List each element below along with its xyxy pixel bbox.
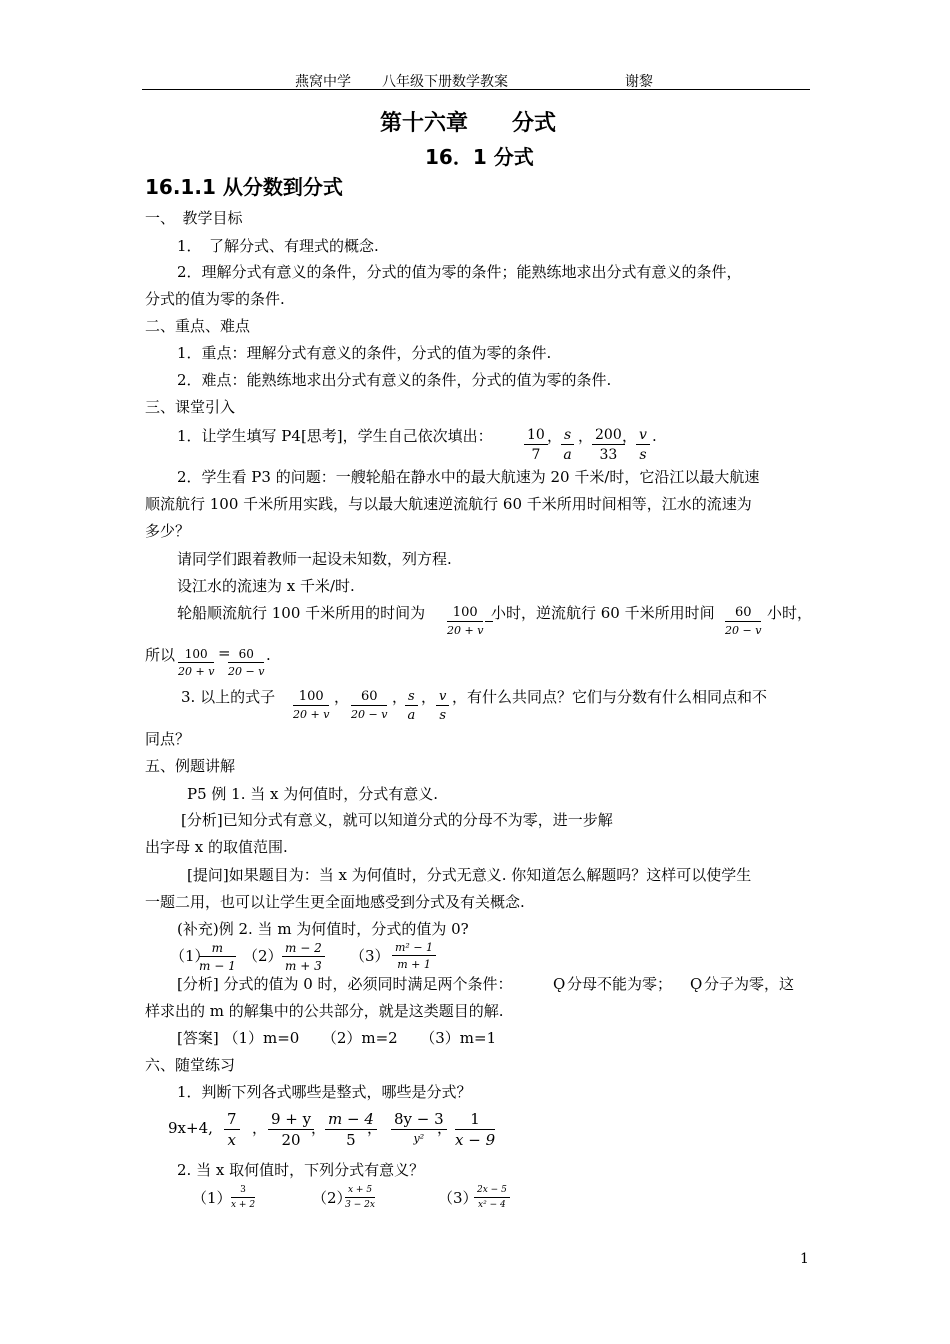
comma: ， (578, 427, 594, 445)
fraction-60-over-20-minus-v: $\frac{60}{20 - v}$ (228, 647, 265, 678)
intro-7b: ，有什么共同点？它们与分数有什么相同点和不 (452, 688, 768, 706)
comma: ， (547, 427, 563, 445)
intro-1: 1．让学生填写 P4[思考]，学生自己依次填出： (177, 427, 493, 445)
subsection-title: 16.1.1 从分数到分式 (145, 175, 343, 199)
example-fraction-3: $\frac{\text{m² − 1}}{m + 1}$ (392, 942, 436, 970)
heading-intro: 三、课堂引入 (145, 398, 236, 416)
example-1-analysis: [分析]已知分式有意义，就可以知道分式的分母不为零，进一步解 (181, 811, 613, 829)
circle-mark: Ǫ (553, 975, 566, 993)
intro-5a: 轮船顺流航行 100 千米所用的时间为 (177, 604, 426, 622)
practice2-fraction-1: $\frac{3}{x + 2}$ (231, 1185, 256, 1210)
heading-examples: 五、例题讲解 (145, 757, 236, 775)
label-3: （3） (350, 947, 390, 965)
comma: ， (392, 688, 408, 706)
section-title: 16．1 分式 (425, 145, 534, 169)
chapter-title: 第十六章 分式 (380, 111, 557, 136)
intro-4: 设江水的流速为 x 千米/时. (177, 577, 355, 595)
example-1: P5 例 1. 当 x 为何值时，分式有意义. (187, 785, 439, 803)
fraction-200-33: $\frac{200}{33}$ (592, 428, 625, 462)
fraction-60-over-20-minus-v: 60 20 − v (351, 689, 388, 721)
header-rule (142, 89, 810, 90)
example-2-analysis-a: [分析] 分式的值为 0 时，必须同时满足两个条件： (177, 975, 513, 993)
page-number: 1 (800, 1251, 809, 1267)
comma: ， (367, 1119, 383, 1137)
heading-practice: 六、随堂练习 (145, 1056, 236, 1074)
header-author: 谢黎 (625, 74, 653, 90)
period: . (652, 427, 657, 445)
practice-2: 2. 当 x 取何值时，下列分式有意义？ (177, 1161, 425, 1179)
practice2-fraction-3: $\frac{2x - 5}{\text{x² − 4}}$ (474, 1186, 510, 1210)
keypoint-1: 1．重点：理解分式有意义的条件，分式的值为零的条件. (177, 344, 552, 362)
example-2-analysis-c: 分子为零，这 (704, 975, 795, 993)
practice2-fraction-2: $\frac{x + 5}{3 - 2x}$ (345, 1185, 375, 1210)
example-fraction-1: $\frac{m}{m - 1}$ (199, 941, 236, 973)
practice-fraction-4: 8y − 3 y² (391, 1112, 447, 1144)
comma: ， (334, 688, 350, 706)
practice-1: 1．判断下列各式哪些是整式，哪些是分式？ (177, 1083, 472, 1101)
fraction-s-a: $\frac{s}{a}$ (405, 690, 418, 722)
fraction-v-s: $\frac{v}{s}$ (636, 428, 650, 462)
example-1-analysis-cont: 出字母 x 的取值范围. (145, 838, 288, 856)
example-2-analysis-b: 分母不能为零； (567, 975, 673, 993)
fraction-100-over-20-plus-v: 100 20 + v (293, 689, 330, 721)
practice-expression-9x4: 9x+4, (168, 1119, 213, 1137)
intro-2a: 2．学生看 P3 的问题：一艘轮船在静水中的最大航速为 20 千米/时，它沿江以最大航速 (177, 468, 760, 486)
question-b: 一题二用，也可以让学生更全面地感受到分式及有关概念. (145, 893, 525, 911)
comma: ， (311, 1119, 327, 1137)
circle-mark: Ǫ (690, 975, 703, 993)
example-fraction-2: $\frac{m - 2}{m + 3}$ (282, 942, 325, 972)
period: . (266, 646, 271, 664)
comma: ， (421, 688, 437, 706)
intro-7c: 同点？ (145, 730, 191, 748)
label-2: （2） (243, 947, 283, 965)
comma: ， (622, 427, 638, 445)
intro-2b: 顺流航行 100 千米所用实践，与以最大航速逆流航行 60 千米所用时间相等，江水的流速为 (145, 495, 752, 513)
fraction-10-7: $\frac{10}{7}$ (524, 428, 548, 462)
keypoint-2: 2．难点：能熟练地求出分式有意义的条件，分式的值为零的条件. (177, 371, 612, 389)
header-school: 燕窝中学 (295, 74, 351, 90)
heading-keypoints: 二、重点、难点 (145, 317, 251, 335)
goal-1: 1． 了解分式、有理式的概念. (177, 237, 379, 255)
fraction-100-over-20-plus-v: $\frac{100}{20 + v}$ (178, 647, 215, 678)
intro-5c: 小时， (767, 604, 813, 622)
intro-3: 请同学们跟着教师一起设未知数，列方程. (177, 550, 452, 568)
example-2-analysis-d: 样求出的 m 的解集中的公共部分，就是这类题目的解. (145, 1002, 504, 1020)
heading-goals: 一、 教学目标 (145, 209, 243, 227)
intro-7a: 3. 以上的式子 (181, 688, 276, 706)
example-2-answer: [答案] （1）m=0 （2）m=2 （3）m=1 (177, 1029, 497, 1047)
practice-fraction-1: $\frac{7}{x}$ (224, 1112, 240, 1148)
label-1: （1） (170, 947, 210, 965)
intro-2c: 多少？ (145, 522, 191, 540)
goal-2a: 2．理解分式有意义的条件，分式的值为零的条件；能熟练地求出分式有意义的条件， (177, 263, 742, 281)
label-3: （3） (438, 1189, 478, 1207)
goal-2b: 分式的值为零的条件. (145, 290, 285, 308)
fraction-60-over-20-minus-v: 60 20 − v (725, 605, 762, 637)
fraction-v-s: $\frac{v}{s}$ (436, 690, 449, 722)
comma: ， (252, 1119, 268, 1137)
label-2: （2） (312, 1189, 352, 1207)
label-1: （1） (192, 1189, 232, 1207)
practice-fraction-3: $\frac{m - 4}{5}$ (325, 1112, 377, 1148)
question-a: [提问]如果题目为：当 x 为何值时，分式无意义. 你知道怎么解题吗？这样可以使学生 (187, 866, 752, 884)
example-2: (补充)例 2. 当 m 为何值时，分式的值为 0? (177, 920, 469, 938)
header-course: 八年级下册数学教案 (382, 74, 508, 90)
practice-fraction-2: $\frac{9 + y}{20}$ (268, 1112, 314, 1148)
comma: ， (437, 1119, 453, 1137)
practice-fraction-5: $\frac{1}{x - 9}$ (455, 1110, 496, 1149)
equals-sign: = (218, 644, 231, 662)
fraction-100-over-20-plus-v: 100 20 + v (447, 605, 484, 637)
intro-6: 所以 (145, 646, 176, 664)
fraction-s-a: $\frac{s}{a}$ (561, 428, 574, 462)
intro-5b: 小时，逆流航行 60 千米所用时间 (491, 604, 715, 622)
